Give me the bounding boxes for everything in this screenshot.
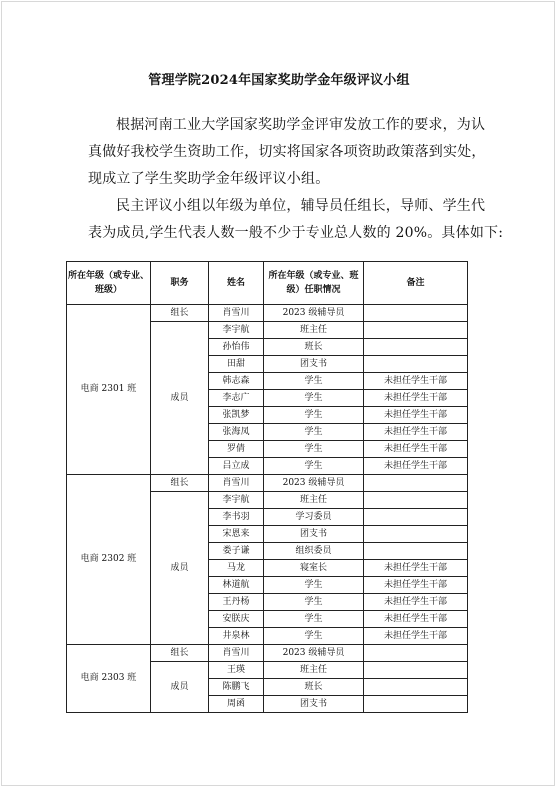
cell-position: 班主任	[264, 322, 364, 339]
cell-remark	[364, 679, 468, 696]
header-grade: 所在年级（或专业、班级）	[67, 262, 151, 305]
cell-remark: 未担任学生干部	[364, 390, 468, 407]
cell-remark	[364, 509, 468, 526]
cell-name: 张海凤	[209, 424, 264, 441]
table-row	[67, 475, 468, 492]
header-role: 职务	[151, 262, 209, 305]
cell-name: 马龙	[209, 560, 264, 577]
cell-remark: 未担任学生干部	[364, 611, 468, 628]
cell-position: 学生	[264, 373, 364, 390]
cell-remark	[364, 356, 468, 373]
paragraph-line: 民主评议小组以年级为单位，辅导员任组长，导师、学生代	[116, 198, 486, 214]
cell-grade: 电商 2303 班	[67, 645, 151, 713]
cell-remark: 未担任学生干部	[364, 407, 468, 424]
cell-position: 组织委员	[264, 543, 364, 560]
cell-position: 班长	[264, 339, 364, 356]
cell-remark	[364, 475, 468, 492]
table-header-row	[67, 262, 468, 305]
cell-remark	[364, 645, 468, 662]
cell-remark	[364, 339, 468, 356]
cell-remark: 未担任学生干部	[364, 458, 468, 475]
cell-remark	[364, 526, 468, 543]
cell-remark: 未担任学生干部	[364, 594, 468, 611]
cell-position: 学生	[264, 594, 364, 611]
cell-remark: 未担任学生干部	[364, 373, 468, 390]
cell-remark: 未担任学生干部	[364, 424, 468, 441]
paragraph-line: 现成立了学生奖助学金年级评议小组。	[88, 171, 330, 187]
cell-remark	[364, 322, 468, 339]
table-row	[67, 645, 468, 662]
cell-role-member: 成员	[151, 492, 209, 645]
cell-name: 张凯梦	[209, 407, 264, 424]
cell-name: 肖雪川	[209, 475, 264, 492]
paragraph-line: 根据河南工业大学国家奖助学金评审发放工作的要求，为认	[116, 117, 486, 133]
cell-name: 李志广	[209, 390, 264, 407]
cell-position: 寝室长	[264, 560, 364, 577]
cell-position: 学生	[264, 441, 364, 458]
cell-position: 学生	[264, 424, 364, 441]
cell-position: 班主任	[264, 662, 364, 679]
paragraph-line: 真做好我校学生资助工作，切实将国家各项资助政策落到实处，	[88, 144, 486, 160]
cell-role-leader: 组长	[151, 475, 209, 492]
cell-position: 学生	[264, 628, 364, 645]
cell-position: 班主任	[264, 492, 364, 509]
cell-position: 学习委员	[264, 509, 364, 526]
cell-name: 韩志森	[209, 373, 264, 390]
cell-grade: 电商 2301 班	[67, 305, 151, 475]
paragraph-requirements	[88, 112, 528, 193]
cell-name: 周函	[209, 696, 264, 713]
cell-name: 吕立成	[209, 458, 264, 475]
cell-remark	[364, 696, 468, 713]
table-row	[67, 305, 468, 322]
table-body	[67, 305, 468, 713]
cell-name: 李宇航	[209, 492, 264, 509]
cell-name: 田甜	[209, 356, 264, 373]
cell-position: 学生	[264, 458, 364, 475]
cell-remark	[364, 543, 468, 560]
cell-position: 团支书	[264, 356, 364, 373]
cell-position: 学生	[264, 407, 364, 424]
committee-table	[66, 261, 468, 713]
cell-name: 罗倩	[209, 441, 264, 458]
header-name: 姓名	[209, 262, 264, 305]
cell-role-leader: 组长	[151, 645, 209, 662]
cell-remark: 未担任学生干部	[364, 560, 468, 577]
cell-name: 肖雪川	[209, 645, 264, 662]
cell-remark	[364, 305, 468, 322]
cell-remark	[364, 662, 468, 679]
cell-remark: 未担任学生干部	[364, 577, 468, 594]
paragraph-composition	[88, 193, 528, 247]
cell-name: 肖雪川	[209, 305, 264, 322]
cell-remark: 未担任学生干部	[364, 441, 468, 458]
cell-role-member: 成员	[151, 662, 209, 713]
cell-name: 宋恩来	[209, 526, 264, 543]
cell-name: 孙怡伟	[209, 339, 264, 356]
cell-position: 团支书	[264, 526, 364, 543]
cell-name: 陈鹏飞	[209, 679, 264, 696]
cell-position: 2023 级辅导员	[264, 645, 364, 662]
cell-position: 学生	[264, 611, 364, 628]
cell-name: 井泉林	[209, 628, 264, 645]
cell-name: 林道航	[209, 577, 264, 594]
cell-remark: 未担任学生干部	[364, 628, 468, 645]
cell-name: 李书羽	[209, 509, 264, 526]
header-remark: 备注	[364, 262, 468, 305]
header-position: 所在年级（或专业、班级）任职情况	[264, 262, 364, 305]
cell-position: 2023 级辅导员	[264, 305, 364, 322]
cell-remark	[364, 492, 468, 509]
paragraph-line: 表为成员,学生代表人数一般不少于专业总人数的 20%。具体如下:	[88, 225, 504, 241]
cell-name: 王丹杨	[209, 594, 264, 611]
cell-name: 娄子谦	[209, 543, 264, 560]
cell-name: 李宇航	[209, 322, 264, 339]
cell-position: 班长	[264, 679, 364, 696]
cell-role-leader: 组长	[151, 305, 209, 322]
cell-role-member: 成员	[151, 322, 209, 475]
cell-name: 安朕庆	[209, 611, 264, 628]
cell-grade: 电商 2302 班	[67, 475, 151, 645]
cell-position: 学生	[264, 577, 364, 594]
cell-name: 王瑛	[209, 662, 264, 679]
cell-position: 学生	[264, 390, 364, 407]
cell-position: 团支书	[264, 696, 364, 713]
document-title: 管理学院2024年国家奖助学金年级评议小组	[148, 73, 410, 88]
cell-position: 2023 级辅导员	[264, 475, 364, 492]
